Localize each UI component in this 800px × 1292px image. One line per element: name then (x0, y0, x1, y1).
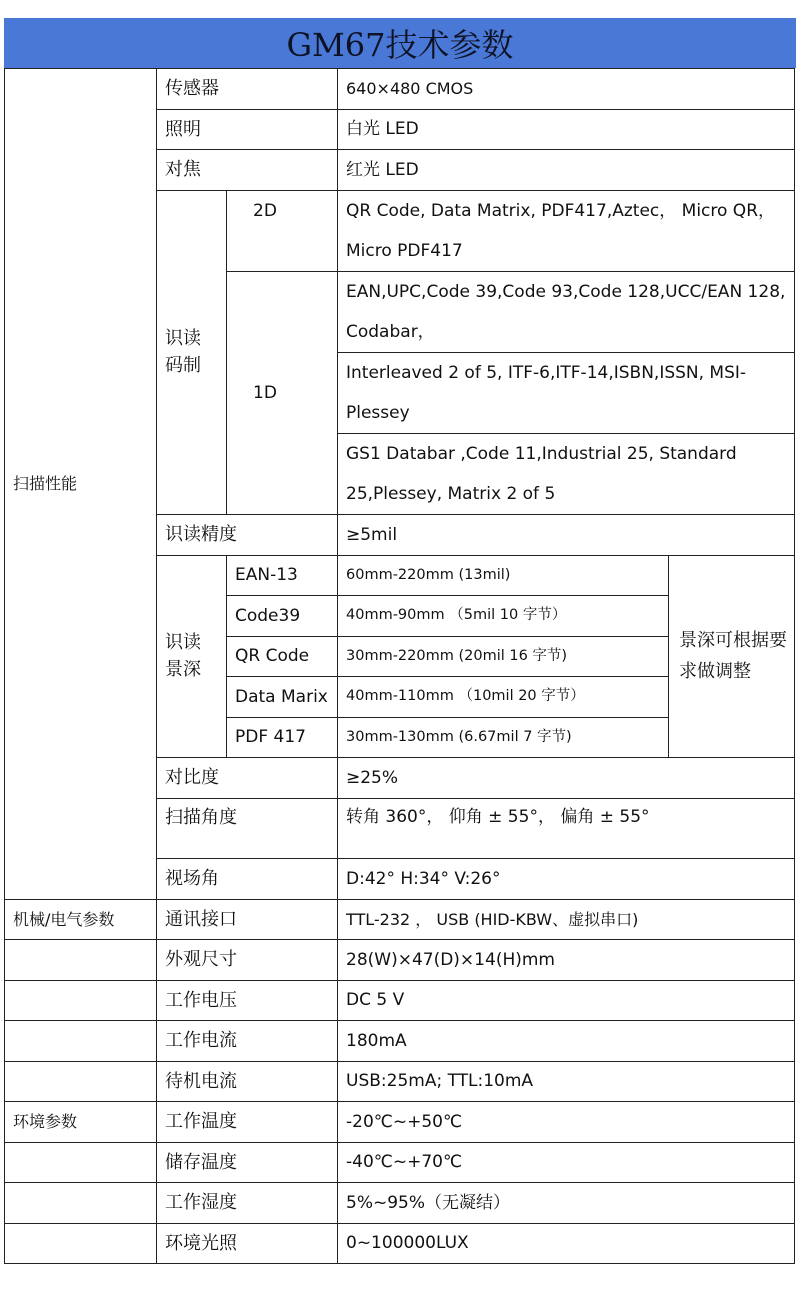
value-contrast: ≥25% (338, 758, 795, 799)
depth-range: 40mm-110mm （10mil 20 字节） (338, 677, 669, 718)
depth-range: 60mm-220mm (13mil) (338, 556, 669, 596)
label-humidity: 工作湿度 (157, 1183, 338, 1224)
table-row (5, 1143, 795, 1183)
label-sensor: 传感器 (157, 69, 338, 110)
table-row (5, 1224, 795, 1264)
symb-2d-label: 2D (227, 191, 338, 272)
symb-2d-value: QR Code, Data Matrix, PDF417,Aztec， Micro QR，Micro PDF417 (338, 191, 795, 272)
symb-1d-label: 1D (227, 272, 338, 515)
value-sensor: 640×480 CMOS (338, 69, 795, 110)
value-storage: -40℃~+70℃ (338, 1143, 795, 1183)
table-row (5, 1183, 795, 1224)
value-light: 白光 LED (338, 110, 795, 150)
page-title: GM67技术参数 (4, 18, 796, 68)
category-cell-empty (5, 1143, 157, 1183)
depth-code: PDF 417 (227, 718, 338, 758)
depth-range: 30mm-220mm (20mil 16 字节) (338, 637, 669, 677)
value-standby: USB:25mA; TTL:10mA (338, 1062, 795, 1102)
label-depth-text: 识读景深 (165, 632, 201, 680)
value-humidity: 5%~95%（无凝结） (338, 1183, 795, 1224)
depth-range: 30mm-130mm (6.67mil 7 字节) (338, 718, 669, 758)
category-cell-empty (5, 1183, 157, 1224)
table-row (5, 940, 795, 981)
label-symbologies-text: 识读码制 (165, 328, 201, 376)
symb-1d-value-2: Interleaved 2 of 5, ITF-6,ITF-14,ISBN,ISSN, MSI-Plessey (338, 353, 795, 434)
depth-code: EAN-13 (227, 556, 338, 596)
value-temp: -20℃~+50℃ (338, 1102, 795, 1143)
depth-range: 40mm-90mm （5mil 10 字节） (338, 596, 669, 637)
category-cell-empty (5, 981, 157, 1021)
label-symbologies (157, 191, 227, 515)
table-row (5, 981, 795, 1021)
value-size: 28(W)×47(D)×14(H)mm (338, 940, 795, 981)
label-storage: 储存温度 (157, 1143, 338, 1183)
label-voltage: 工作电压 (157, 981, 338, 1021)
category-cell-empty (5, 940, 157, 981)
value-fov: D:42° H:34° V:26° (338, 859, 795, 900)
category-cell-empty (5, 1021, 157, 1062)
table-row (5, 69, 795, 110)
spec-table (4, 68, 795, 1264)
label-focus: 对焦 (157, 150, 338, 191)
label-temp: 工作温度 (157, 1102, 338, 1143)
category-mech: 机械/电气参数 (5, 900, 157, 940)
label-fov: 视场角 (157, 859, 338, 900)
category-cell-empty (5, 1062, 157, 1102)
value-current: 180mA (338, 1021, 795, 1062)
label-light: 照明 (157, 110, 338, 150)
value-precision: ≥5mil (338, 515, 795, 556)
table-row (5, 1062, 795, 1102)
value-ambient: 0~100000LUX (338, 1224, 795, 1264)
label-interface: 通讯接口 (157, 900, 338, 940)
category-cell-empty (5, 1224, 157, 1264)
category-scan: 扫描性能 (5, 69, 157, 900)
value-focus: 红光 LED (338, 150, 795, 191)
table-row (5, 1102, 795, 1143)
value-angle: 转角 360°， 仰角 ± 55°， 偏角 ± 55° (338, 799, 795, 859)
table-row (5, 900, 795, 940)
label-angle: 扫描角度 (157, 799, 338, 859)
category-env: 环境参数 (5, 1102, 157, 1143)
label-depth (157, 556, 227, 758)
depth-code: Code39 (227, 596, 338, 637)
label-current: 工作电流 (157, 1021, 338, 1062)
value-interface: TTL-232 ， USB (HID-KBW、虚拟串口) (338, 900, 795, 940)
depth-code: QR Code (227, 637, 338, 677)
table-row (5, 1021, 795, 1062)
label-contrast: 对比度 (157, 758, 338, 799)
label-ambient: 环境光照 (157, 1224, 338, 1264)
symb-1d-value-3: GS1 Databar ,Code 11,Industrial 25, Standard 25,Plessey, Matrix 2 of 5 (338, 434, 795, 515)
label-standby: 待机电流 (157, 1062, 338, 1102)
depth-note: 景深可根据要求做调整 (669, 556, 795, 758)
label-precision: 识读精度 (157, 515, 338, 556)
symb-1d-value-1: EAN,UPC,Code 39,Code 93,Code 128,UCC/EAN 128, Codabar， (338, 272, 795, 353)
label-size: 外观尺寸 (157, 940, 338, 981)
value-voltage: DC 5 V (338, 981, 795, 1021)
depth-code: Data Marix (227, 677, 338, 718)
